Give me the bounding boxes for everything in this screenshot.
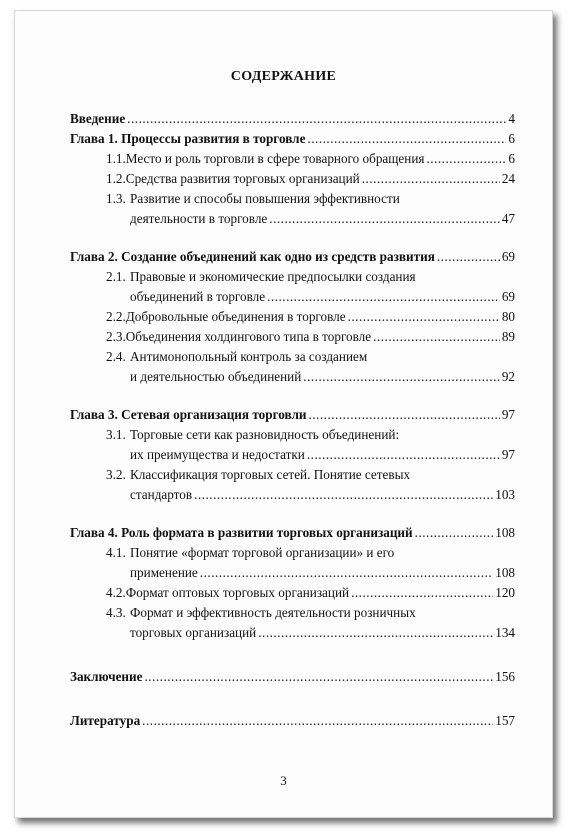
toc-entry-text: стандартов bbox=[130, 487, 193, 502]
leader-dots bbox=[307, 129, 506, 149]
toc-entry-text: и деятельностью объединений bbox=[130, 369, 302, 384]
leader-dots bbox=[258, 623, 493, 643]
toc-section-number: 3.1. bbox=[106, 427, 126, 442]
toc-entry-text: Правовые и экономические предпосылки создания bbox=[130, 269, 416, 284]
toc-page-number: 134 bbox=[495, 625, 515, 640]
toc-section-1-1 bbox=[70, 149, 515, 169]
toc-section-3-2-continued bbox=[70, 485, 515, 505]
toc-entry-text: их преимущества и недостатки bbox=[130, 447, 305, 462]
leader-dots bbox=[362, 169, 500, 189]
toc-entry-text: Глава 3. Сетевая организация торговли bbox=[70, 407, 307, 422]
toc-entry-text: торговых организаций bbox=[130, 625, 257, 640]
toc-section-4-2 bbox=[70, 583, 515, 603]
leader-dots bbox=[200, 563, 493, 583]
toc-section-number: 2.1. bbox=[106, 269, 126, 284]
toc-entry-text: Место и роль торговли в сфере товарного обращения bbox=[125, 151, 425, 166]
toc-entry-intro bbox=[70, 109, 515, 129]
toc-section-2-1 bbox=[70, 267, 515, 287]
toc-page-number: 80 bbox=[501, 309, 515, 324]
book-page bbox=[14, 10, 553, 818]
toc-entry-text: Добровольные объединения в торговле bbox=[125, 309, 346, 324]
toc-entry-text: Литература bbox=[70, 713, 141, 728]
toc-entry-text: Объединения холдингового типа в торговле bbox=[125, 329, 372, 344]
toc-entry-text: объединений в торговле bbox=[130, 289, 266, 304]
toc-section-number: 4.2. bbox=[106, 585, 126, 600]
toc-entry-text: Классификация торговых сетей. Понятие сетевых bbox=[130, 467, 411, 482]
toc-section-1-3-continued bbox=[70, 209, 515, 229]
toc-section-4-3-continued bbox=[70, 623, 515, 643]
toc-entry-text: Антимонопольный контроль за созданием bbox=[130, 349, 368, 364]
leader-dots bbox=[348, 307, 500, 327]
toc-section-number: 4.1. bbox=[106, 545, 126, 560]
toc-section-4-1-continued bbox=[70, 563, 515, 583]
toc-page-number: 69 bbox=[501, 289, 515, 304]
toc-section-number: 2.4. bbox=[106, 349, 126, 364]
toc-section-number: 1.1. bbox=[106, 151, 126, 166]
leader-dots bbox=[127, 109, 506, 129]
leader-dots bbox=[142, 711, 493, 731]
toc-section-4-3 bbox=[70, 603, 515, 623]
toc-section-4-1 bbox=[70, 543, 515, 563]
toc-section-2-3 bbox=[70, 327, 515, 347]
leader-dots bbox=[194, 485, 493, 505]
toc-section-1-2 bbox=[70, 169, 515, 189]
toc-section-number: 4.3. bbox=[106, 605, 126, 620]
toc-entry-text: Формат оптовых торговых организаций bbox=[125, 585, 350, 600]
leader-dots bbox=[307, 445, 500, 465]
toc-page-number: 6 bbox=[508, 131, 515, 146]
toc-section-1-3 bbox=[70, 189, 515, 209]
toc-section-number: 3.2. bbox=[106, 467, 126, 482]
toc-chapter-1 bbox=[70, 129, 515, 149]
leader-dots bbox=[308, 405, 499, 425]
leader-dots bbox=[426, 149, 506, 169]
toc-page-number: 157 bbox=[495, 713, 515, 728]
toc-section-number: 1.3. bbox=[106, 191, 126, 206]
toc-section-2-2 bbox=[70, 307, 515, 327]
toc-page-number: 47 bbox=[501, 211, 515, 226]
toc-page-number: 92 bbox=[501, 369, 515, 384]
toc-entry-text: Введение bbox=[70, 111, 126, 126]
toc-entry-text: Торговые сети как разновидность объединений: bbox=[130, 427, 400, 442]
toc-section-number: 2.3. bbox=[106, 329, 126, 344]
toc-section-number: 1.2. bbox=[106, 171, 126, 186]
toc-page-number: 108 bbox=[495, 565, 515, 580]
toc-entry-text: Глава 2. Создание объединений как одно из средств развития bbox=[70, 249, 435, 264]
toc-entry-literature bbox=[70, 711, 515, 731]
toc-page-number: 103 bbox=[495, 487, 515, 502]
toc-page-number: 97 bbox=[501, 447, 515, 462]
toc-entry-text: Формат и эффективность деятельности розничных bbox=[130, 605, 416, 620]
toc-page-number: 89 bbox=[501, 329, 515, 344]
toc-entry-text: деятельности в торговле bbox=[130, 211, 268, 226]
toc-section-2-4-continued bbox=[70, 367, 515, 387]
leader-dots bbox=[437, 247, 500, 267]
toc-entry-text: Средства развития торговых организаций bbox=[125, 171, 360, 186]
toc-page-number: 108 bbox=[495, 525, 515, 540]
toc-page-number: 156 bbox=[495, 669, 515, 684]
leader-dots bbox=[351, 583, 493, 603]
leader-dots bbox=[267, 287, 500, 307]
leader-dots bbox=[144, 667, 493, 687]
leader-dots bbox=[303, 367, 500, 387]
toc-chapter-4 bbox=[70, 523, 515, 543]
toc-page-number: 97 bbox=[501, 407, 515, 422]
page-title: СОДЕРЖАНИЕ bbox=[230, 69, 337, 84]
toc-entry-text: Развитие и способы повышения эффективности bbox=[130, 191, 400, 206]
toc-page-number: 24 bbox=[501, 171, 515, 186]
leader-dots bbox=[269, 209, 500, 229]
toc-entry-text: Глава 4. Роль формата в развитии торговых организаций bbox=[70, 525, 413, 540]
toc-section-2-4 bbox=[70, 347, 515, 367]
toc-entry-conclusion bbox=[70, 667, 515, 687]
toc-entry-text: Заключение bbox=[70, 669, 143, 684]
toc-page-number: 4 bbox=[508, 111, 515, 126]
page-number: 3 bbox=[280, 773, 287, 788]
toc-page-number: 6 bbox=[508, 151, 515, 166]
table-of-contents bbox=[70, 109, 515, 731]
toc-entry-text: Понятие «формат торговой организации» и его bbox=[130, 545, 395, 560]
leader-dots bbox=[415, 523, 494, 543]
toc-chapter-2 bbox=[70, 247, 515, 267]
toc-section-2-1-continued bbox=[70, 287, 515, 307]
leader-dots bbox=[373, 327, 500, 347]
toc-page-number: 120 bbox=[495, 585, 515, 600]
toc-section-number: 2.2. bbox=[106, 309, 126, 324]
toc-section-3-1 bbox=[70, 425, 515, 445]
toc-chapter-3 bbox=[70, 405, 515, 425]
toc-section-3-2 bbox=[70, 465, 515, 485]
toc-page-number: 69 bbox=[501, 249, 515, 264]
toc-entry-text: Глава 1. Процессы развития в торговле bbox=[70, 131, 306, 146]
toc-section-3-1-continued bbox=[70, 445, 515, 465]
toc-entry-text: применение bbox=[130, 565, 198, 580]
